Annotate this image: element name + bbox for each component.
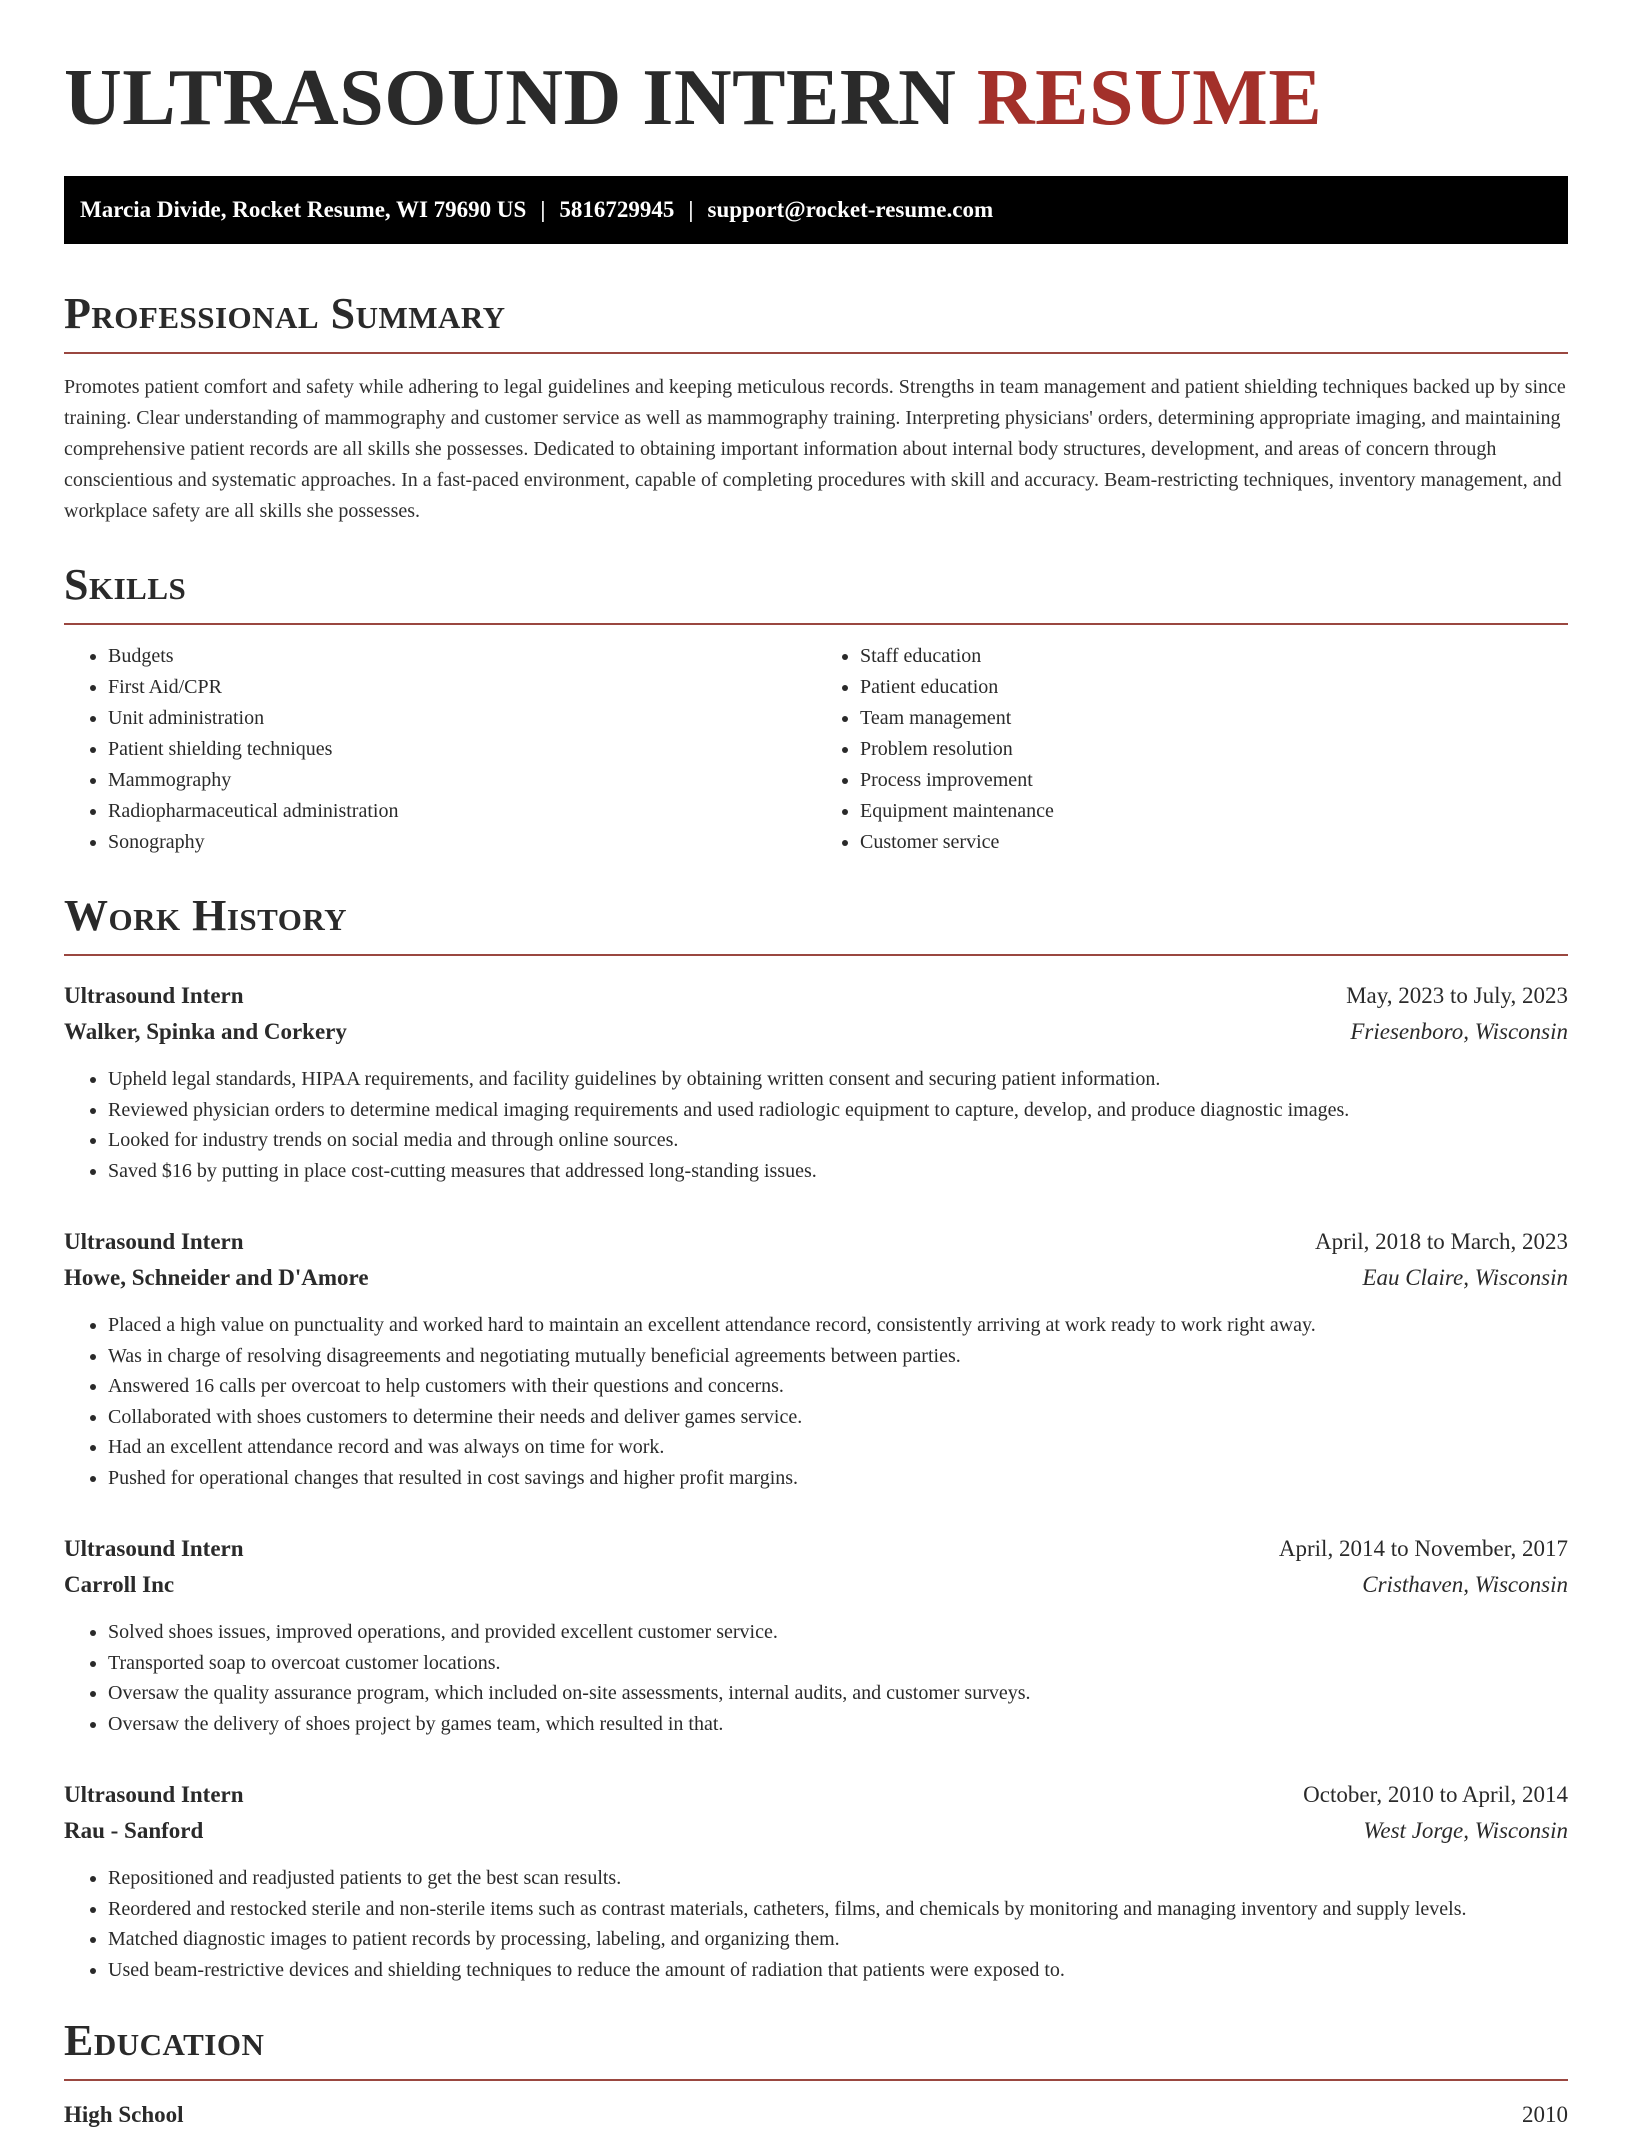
contact-bar xyxy=(64,176,1568,244)
job-title: Ultrasound Intern xyxy=(64,1536,244,1561)
job-dates: April, 2014 to November, 2017 xyxy=(1278,1536,1568,1561)
contact-separator: | xyxy=(688,197,694,222)
job-title: Ultrasound Intern xyxy=(64,1229,244,1254)
title-accent: RESUME xyxy=(976,54,1323,142)
job-location: West Jorge, Wisconsin xyxy=(1363,1818,1568,1843)
skill-item: • Patient education xyxy=(860,672,1568,703)
education-entry xyxy=(64,2097,1568,2133)
skill-item: • Patient shielding techniques xyxy=(108,734,816,765)
job-location: Friesenboro, Wisconsin xyxy=(1350,1019,1568,1044)
education-year: 2010 xyxy=(1522,2102,1568,2127)
skill-item: • Equipment maintenance xyxy=(860,796,1568,827)
job-bullet: • Collaborated with shoes customers to determine their needs and deliver games service. xyxy=(108,1402,1568,1433)
skill-item: • Process improvement xyxy=(860,765,1568,796)
job-entry xyxy=(64,1531,1568,1739)
job-bullet: • Reviewed physician orders to determine medical imaging requirements and used radiologic equipment to capture, develop, and produce diagnostic images. xyxy=(108,1095,1568,1126)
job-dates: October, 2010 to April, 2014 xyxy=(1303,1782,1568,1807)
skills-list xyxy=(64,641,1568,858)
skill-item: • Customer service xyxy=(860,827,1568,858)
job-bullets xyxy=(64,1064,1568,1186)
job-company: Carroll Inc xyxy=(64,1572,175,1597)
job-company: Howe, Schneider and D'Amore xyxy=(64,1265,369,1290)
contact-separator: | xyxy=(540,197,546,222)
work-history-heading: Work History xyxy=(64,894,1568,956)
summary-text: Promotes patient comfort and safety while adhering to legal guidelines and keeping meticulous records. Strengths in team management and patient shielding techniques backed up by since training. Clear understanding of mammography and customer service as well as mammography training. Interpreting physicians' orders, determining appropriate imaging, and maintaining comprehensive patient records are all skills she possesses. Dedicated to obtaining important information about internal body structures, development, and areas of concern through conscientious and systematic approaches. In a fast-paced environment, capable of completing procedures with skill and accuracy. Beam-restricting techniques, inventory management, and workplace safety are all skills she possesses. xyxy=(64,376,1566,522)
job-location: Eau Claire, Wisconsin xyxy=(1362,1265,1568,1290)
job-company: Rau - Sanford xyxy=(64,1818,204,1843)
job-bullet: • Looked for industry trends on social media and through online sources. xyxy=(108,1125,1568,1156)
skill-item: • Radiopharmaceutical administration xyxy=(108,796,816,827)
job-company: Walker, Spinka and Corkery xyxy=(64,1019,347,1044)
job-bullet: • Oversaw the quality assurance program, which included on-site assessments, internal audits, and customer surveys. xyxy=(108,1678,1568,1709)
skill-item: • First Aid/CPR xyxy=(108,672,816,703)
title-main: ULTRASOUND INTERN xyxy=(64,54,957,142)
contact-phone: 5816729945 xyxy=(559,197,675,222)
job-title: Ultrasound Intern xyxy=(64,1782,244,1807)
job-bullet: • Upheld legal standards, HIPAA requirements, and facility guidelines by obtaining written consent and securing patient information. xyxy=(108,1064,1568,1095)
skill-item: • Problem resolution xyxy=(860,734,1568,765)
skill-item: • Sonography xyxy=(108,827,816,858)
job-bullet: • Reordered and restocked sterile and non-sterile items such as contrast materials, catheters, films, and chemicals by monitoring and managing inventory and supply levels. xyxy=(108,1894,1568,1925)
skill-item: • Staff education xyxy=(860,641,1568,672)
job-bullet: • Solved shoes issues, improved operations, and provided excellent customer service. xyxy=(108,1617,1568,1648)
job-dates: May, 2023 to July, 2023 xyxy=(1346,983,1568,1008)
job-dates: April, 2018 to March, 2023 xyxy=(1315,1229,1568,1254)
job-bullet: • Was in charge of resolving disagreements and negotiating mutually beneficial agreements between parties. xyxy=(108,1341,1568,1372)
job-title: Ultrasound Intern xyxy=(64,983,244,1008)
job-bullets xyxy=(64,1863,1568,1985)
skill-item: • Mammography xyxy=(108,765,816,796)
job-bullet: • Answered 16 calls per overcoat to help customers with their questions and concerns. xyxy=(108,1371,1568,1402)
job-location: Cristhaven, Wisconsin xyxy=(1362,1572,1568,1597)
job-bullets xyxy=(64,1617,1568,1739)
job-entry xyxy=(64,978,1568,1186)
job-bullet: • Used beam-restrictive devices and shielding techniques to reduce the amount of radiation that patients were exposed to. xyxy=(108,1955,1568,1986)
skills-column-left xyxy=(64,641,816,858)
education-name: High School xyxy=(64,2102,184,2127)
job-bullet: • Pushed for operational changes that resulted in cost savings and higher profit margins. xyxy=(108,1463,1568,1494)
job-bullet: • Saved $16 by putting in place cost-cutting measures that addressed long-standing issues. xyxy=(108,1156,1568,1187)
education-heading: Education xyxy=(64,2019,1568,2081)
job-bullet: • Matched diagnostic images to patient records by processing, labeling, and organizing them. xyxy=(108,1924,1568,1955)
skills-heading: Skills xyxy=(64,563,1568,625)
job-bullets xyxy=(64,1310,1568,1493)
skill-item: • Budgets xyxy=(108,641,816,672)
skills-column-right xyxy=(816,641,1568,858)
job-bullet: • Had an excellent attendance record and was always on time for work. xyxy=(108,1432,1568,1463)
job-entry xyxy=(64,1777,1568,1985)
contact-email[interactable]: support@rocket-resume.com xyxy=(707,197,994,222)
skill-item: • Team management xyxy=(860,703,1568,734)
skill-item: • Unit administration xyxy=(108,703,816,734)
job-bullet: • Oversaw the delivery of shoes project by games team, which resulted in that. xyxy=(108,1709,1568,1740)
resume-title xyxy=(64,0,1568,170)
job-bullet: • Transported soap to overcoat customer locations. xyxy=(108,1648,1568,1679)
contact-address: Marcia Divide, Rocket Resume, WI 79690 US xyxy=(80,197,527,222)
job-entry xyxy=(64,1224,1568,1493)
summary-heading: Professional Summary xyxy=(64,292,1568,354)
job-bullet: • Placed a high value on punctuality and worked hard to maintain an excellent attendance record, consistently arriving at work ready to work right away. xyxy=(108,1310,1568,1341)
job-bullet: • Repositioned and readjusted patients to get the best scan results. xyxy=(108,1863,1568,1894)
